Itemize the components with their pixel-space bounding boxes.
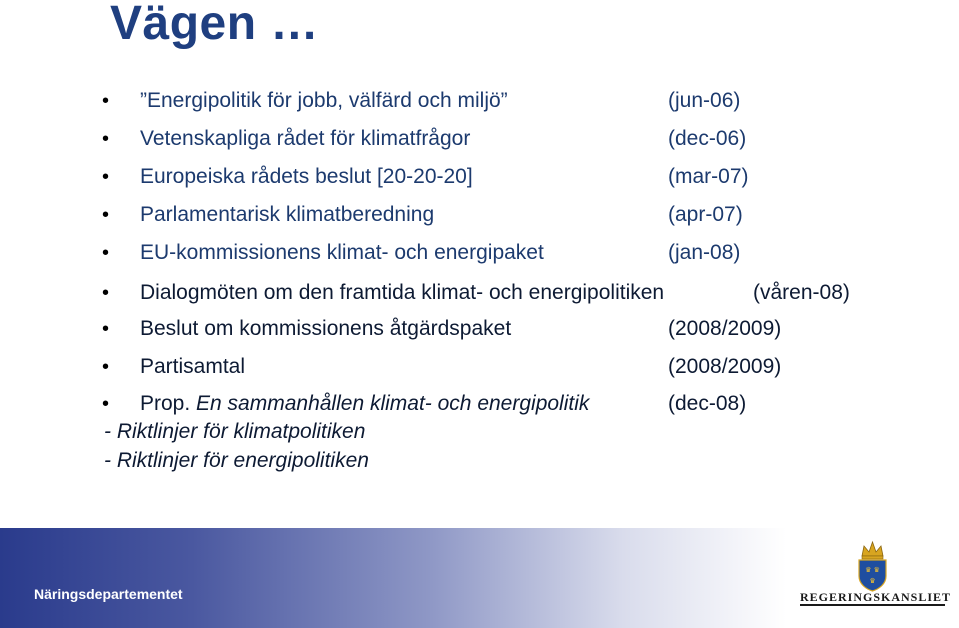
item-text: [140, 389, 589, 419]
item-text: ”Energipolitik för jobb, välfärd och miljö”: [140, 89, 508, 112]
list-item: [0, 124, 959, 154]
item-date: (2008/2009): [668, 317, 782, 340]
footer-band: [0, 528, 959, 628]
list-item: [0, 162, 959, 192]
logo-rule: [800, 604, 945, 606]
department-label: Näringsdepartementet: [34, 586, 183, 602]
item-date: (2008/2009): [668, 355, 782, 378]
svg-text:♛ ♛: ♛ ♛: [865, 566, 880, 574]
item-text: Dialogmöten om den framtida klimat- och energipolitiken: [140, 281, 665, 304]
item-text: EU-kommissionens klimat- och energipaket: [140, 241, 544, 264]
item-text: Europeiska rådets beslut [20-20-20]: [140, 165, 473, 188]
sub-item: - Riktlinjer för energipolitiken: [104, 449, 369, 472]
bullet-icon: •: [102, 282, 110, 304]
svg-text:♛: ♛: [869, 577, 876, 585]
item-date: (mar-07): [668, 165, 749, 188]
bullet-icon: •: [102, 356, 110, 378]
bullet-icon: •: [102, 242, 110, 264]
item-date: (dec-08): [668, 392, 747, 415]
item-date: (jun-06): [668, 89, 741, 112]
bullet-icon: •: [102, 128, 110, 150]
slide-title: Vägen …: [110, 0, 319, 50]
list-item: [0, 200, 959, 230]
item-text: Vetenskapliga rådet för klimatfrågor: [140, 127, 471, 150]
item-date: (jan-08): [668, 241, 741, 264]
item-date: (apr-07): [668, 203, 743, 226]
item-text: Beslut om kommissionens åtgärdspaket: [140, 317, 512, 340]
item-italic-title: En sammanhållen klimat- och energipolitik: [196, 392, 590, 415]
bullet-icon: •: [102, 318, 110, 340]
item-date: (dec-06): [668, 127, 747, 150]
list-item: [0, 352, 959, 382]
item-date: (våren-08): [753, 281, 850, 304]
item-text: Parlamentarisk klimatberedning: [140, 203, 435, 226]
bullet-icon: •: [102, 393, 110, 415]
list-item: [0, 86, 959, 116]
list-item: [0, 238, 959, 268]
item-text: Partisamtal: [140, 355, 246, 378]
item-prefix: Prop.: [140, 392, 197, 415]
bullet-icon: •: [102, 90, 110, 112]
sub-item: - Riktlinjer för klimatpolitiken: [104, 420, 366, 443]
bullet-icon: •: [102, 166, 110, 188]
list-item: [0, 314, 959, 344]
bullet-icon: •: [102, 204, 110, 226]
logo-wordmark: REGERINGSKANSLIET: [800, 590, 952, 604]
list-item: [0, 389, 959, 419]
